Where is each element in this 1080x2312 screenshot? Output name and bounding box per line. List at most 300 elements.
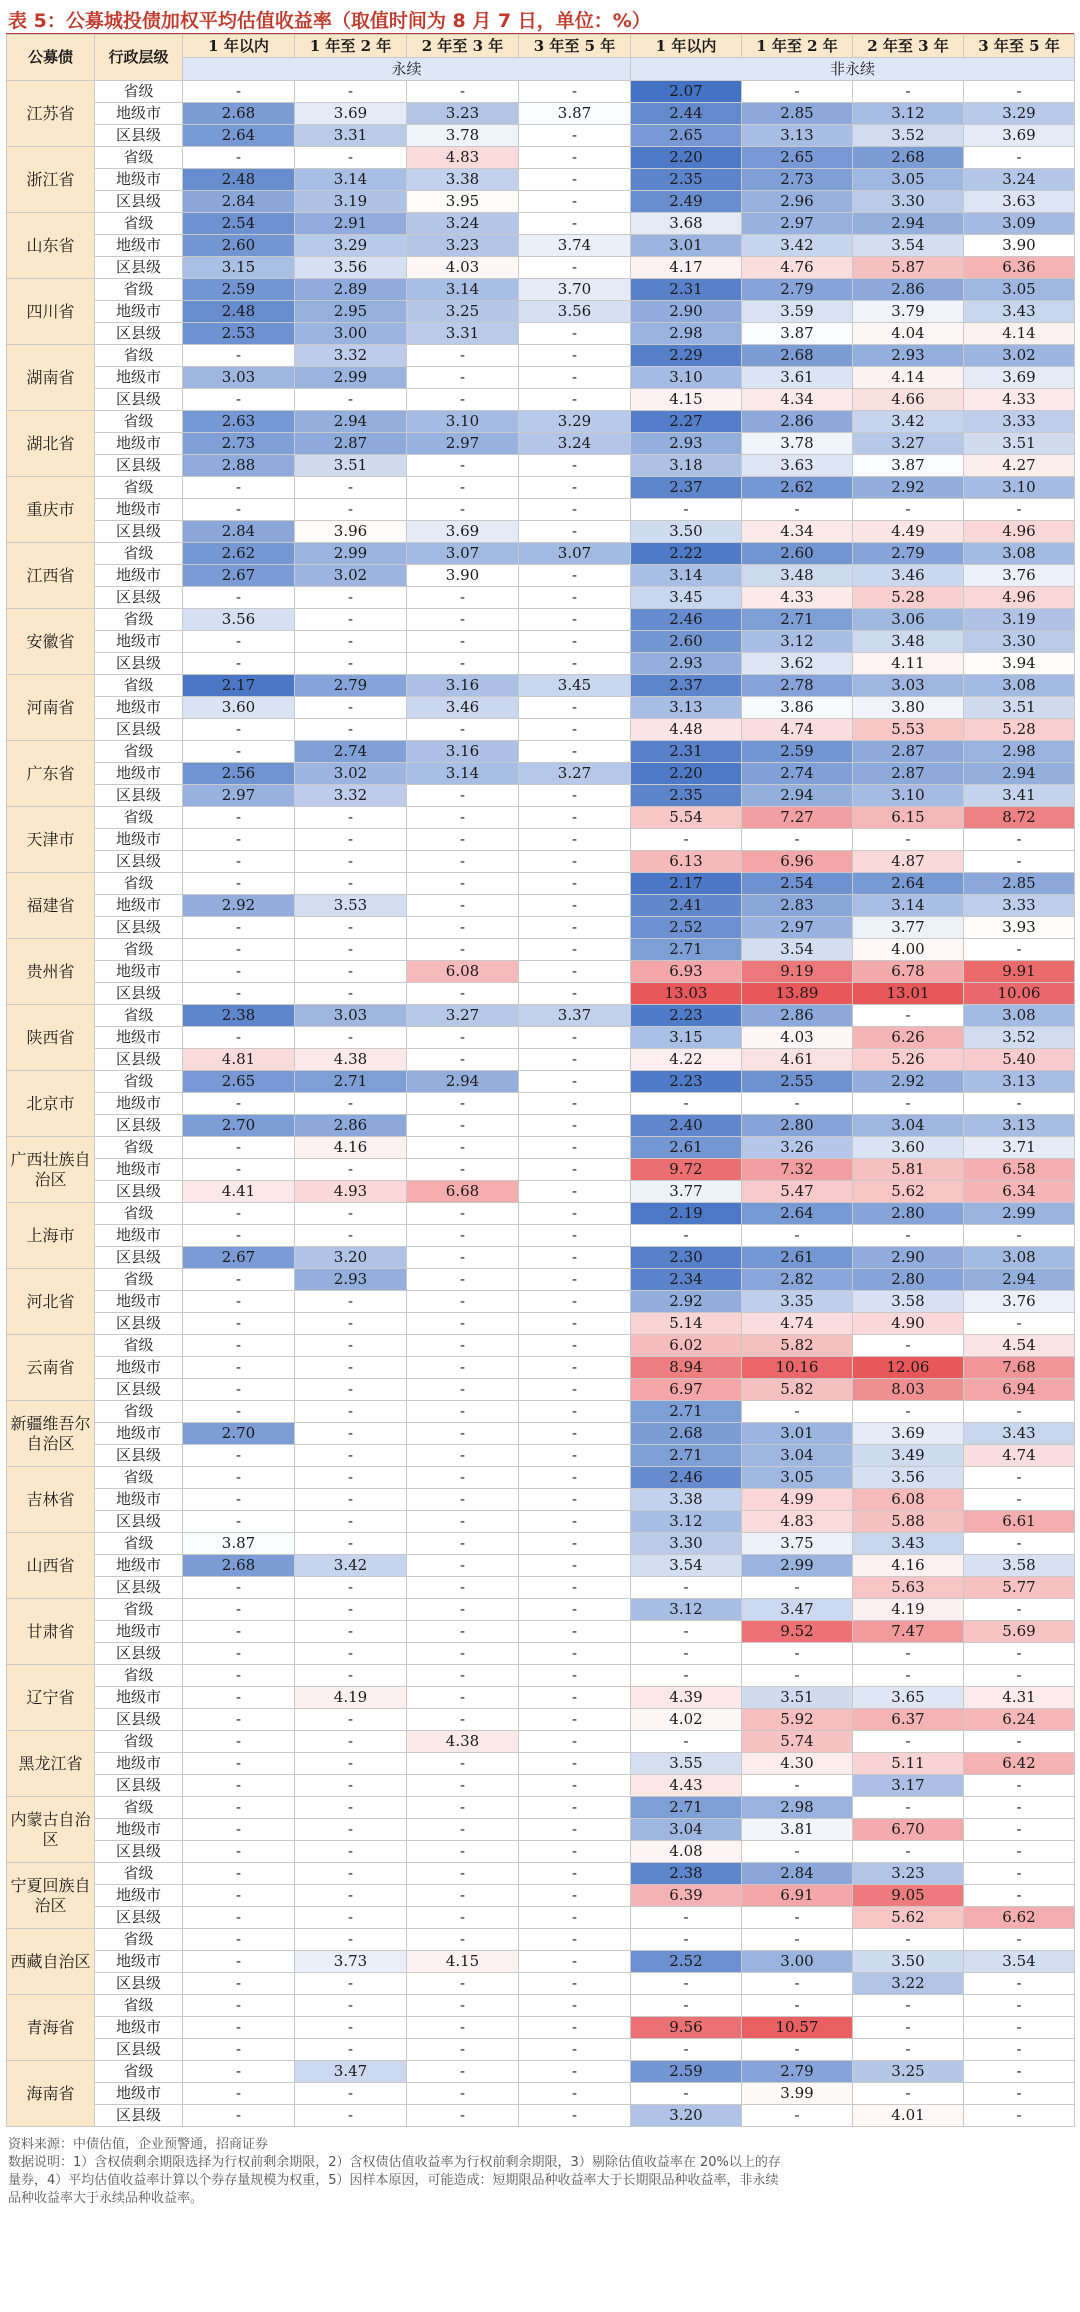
level-label: 区县级 bbox=[95, 587, 183, 609]
yield-cell: - bbox=[519, 2061, 631, 2083]
yield-cell: 2.37 bbox=[631, 477, 742, 499]
yield-cell: 4.14 bbox=[964, 323, 1075, 345]
yield-cell: 3.62 bbox=[742, 653, 853, 675]
yield-cell: - bbox=[407, 2061, 519, 2083]
yield-cell: - bbox=[407, 345, 519, 367]
table-row bbox=[7, 191, 1075, 213]
province-name: 湖南省 bbox=[7, 345, 95, 411]
yield-cell: - bbox=[407, 2017, 519, 2039]
yield-cell: - bbox=[295, 1093, 407, 1115]
yield-cell: 6.61 bbox=[964, 1511, 1075, 1533]
yield-cell: 3.10 bbox=[853, 785, 964, 807]
yield-cell: - bbox=[964, 1489, 1075, 1511]
table-row bbox=[7, 1379, 1075, 1401]
yield-cell: - bbox=[407, 1445, 519, 1467]
province-name: 云南省 bbox=[7, 1335, 95, 1401]
yield-cell: 3.51 bbox=[964, 697, 1075, 719]
yield-cell: 5.82 bbox=[742, 1379, 853, 1401]
table-row bbox=[7, 785, 1075, 807]
yield-cell: - bbox=[519, 1489, 631, 1511]
province-name: 陕西省 bbox=[7, 1005, 95, 1071]
yield-cell: 2.44 bbox=[631, 103, 742, 125]
yield-cell: 3.13 bbox=[742, 125, 853, 147]
table-row bbox=[7, 1269, 1075, 1291]
yield-cell: - bbox=[183, 1753, 295, 1775]
yield-cell: 3.38 bbox=[631, 1489, 742, 1511]
yield-cell: - bbox=[853, 2083, 964, 2105]
header-province: 公募债 bbox=[7, 35, 95, 81]
yield-cell: 2.17 bbox=[183, 675, 295, 697]
yield-cell: 4.74 bbox=[964, 1445, 1075, 1467]
level-label: 省级 bbox=[95, 2061, 183, 2083]
yield-cell: - bbox=[519, 1379, 631, 1401]
province-name: 安徽省 bbox=[7, 609, 95, 675]
province-name: 宁夏回族自治区 bbox=[7, 1863, 95, 1929]
yield-cell: 3.69 bbox=[407, 521, 519, 543]
table-row bbox=[7, 873, 1075, 895]
yield-cell: - bbox=[183, 1225, 295, 1247]
table-row bbox=[7, 609, 1075, 631]
yield-cell: - bbox=[407, 829, 519, 851]
yield-cell: 3.30 bbox=[853, 191, 964, 213]
yield-cell: 2.60 bbox=[742, 543, 853, 565]
yield-cell: - bbox=[295, 1379, 407, 1401]
yield-cell: - bbox=[519, 1775, 631, 1797]
yield-cell: 8.94 bbox=[631, 1357, 742, 1379]
table-row bbox=[7, 851, 1075, 873]
yield-cell: 3.12 bbox=[631, 1511, 742, 1533]
yield-cell: - bbox=[295, 389, 407, 411]
table-row bbox=[7, 2039, 1075, 2061]
yield-cell: 3.54 bbox=[742, 939, 853, 961]
yield-cell: 2.71 bbox=[742, 609, 853, 631]
yield-cell: - bbox=[853, 1005, 964, 1027]
yield-cell: 2.94 bbox=[964, 1269, 1075, 1291]
level-label: 省级 bbox=[95, 609, 183, 631]
level-label: 地级市 bbox=[95, 1159, 183, 1181]
yield-cell: 3.54 bbox=[631, 1555, 742, 1577]
yield-cell: - bbox=[519, 1753, 631, 1775]
yield-cell: - bbox=[183, 1709, 295, 1731]
yield-cell: 3.31 bbox=[295, 125, 407, 147]
yield-cell: - bbox=[631, 1225, 742, 1247]
table-row bbox=[7, 1027, 1075, 1049]
yield-cell: 3.58 bbox=[964, 1555, 1075, 1577]
yield-cell: 4.74 bbox=[742, 1313, 853, 1335]
yield-cell: - bbox=[183, 2083, 295, 2105]
yield-cell: - bbox=[742, 1841, 853, 1863]
yield-cell: 2.61 bbox=[631, 1137, 742, 1159]
yield-cell: 4.90 bbox=[853, 1313, 964, 1335]
yield-cell: - bbox=[742, 2105, 853, 2127]
table-row bbox=[7, 829, 1075, 851]
yield-cell: 2.91 bbox=[295, 213, 407, 235]
yield-cell: - bbox=[295, 1885, 407, 1907]
yield-cell: 2.40 bbox=[631, 1115, 742, 1137]
header-tenor: 1 年至 2 年 bbox=[742, 35, 853, 58]
yield-cell: 3.87 bbox=[519, 103, 631, 125]
level-label: 省级 bbox=[95, 477, 183, 499]
yield-cell: - bbox=[519, 1247, 631, 1269]
yield-cell: - bbox=[964, 1643, 1075, 1665]
yield-cell: 2.93 bbox=[631, 653, 742, 675]
yield-cell: - bbox=[853, 1401, 964, 1423]
yield-cell: - bbox=[519, 1841, 631, 1863]
yield-cell: 2.38 bbox=[183, 1005, 295, 1027]
yield-cell: 3.03 bbox=[183, 367, 295, 389]
yield-cell: - bbox=[295, 939, 407, 961]
yield-cell: 12.06 bbox=[853, 1357, 964, 1379]
yield-cell: 3.61 bbox=[742, 367, 853, 389]
yield-cell: 2.68 bbox=[742, 345, 853, 367]
yield-cell: 3.32 bbox=[295, 345, 407, 367]
yield-cell: - bbox=[183, 851, 295, 873]
header-tenor: 3 年至 5 年 bbox=[964, 35, 1075, 58]
table-row bbox=[7, 653, 1075, 675]
yield-cell: - bbox=[295, 2039, 407, 2061]
footer-source: 资料来源：中债估值，企业预警通，招商证券 bbox=[8, 2137, 269, 2152]
yield-cell: 2.86 bbox=[295, 1115, 407, 1137]
yield-cell: 3.56 bbox=[519, 301, 631, 323]
yield-cell: 2.34 bbox=[631, 1269, 742, 1291]
yield-cell: - bbox=[183, 1511, 295, 1533]
yield-cell: 2.35 bbox=[631, 169, 742, 191]
level-label: 地级市 bbox=[95, 1423, 183, 1445]
yield-cell: - bbox=[295, 1313, 407, 1335]
yield-cell: 3.14 bbox=[407, 763, 519, 785]
yield-cell: 2.31 bbox=[631, 741, 742, 763]
yield-cell: - bbox=[853, 81, 964, 103]
province-name: 黑龙江省 bbox=[7, 1731, 95, 1797]
yield-cell: - bbox=[519, 1797, 631, 1819]
province-name: 山西省 bbox=[7, 1533, 95, 1599]
yield-cell: - bbox=[183, 2039, 295, 2061]
yield-cell: 5.92 bbox=[742, 1709, 853, 1731]
yield-cell: 3.08 bbox=[964, 675, 1075, 697]
yield-cell: - bbox=[519, 807, 631, 829]
yield-cell: 2.70 bbox=[183, 1115, 295, 1137]
yield-cell: 3.73 bbox=[295, 1951, 407, 1973]
yield-cell: - bbox=[407, 983, 519, 1005]
level-label: 区县级 bbox=[95, 1313, 183, 1335]
yield-cell: 2.84 bbox=[183, 521, 295, 543]
yield-cell: 2.99 bbox=[295, 543, 407, 565]
yield-cell: 3.77 bbox=[631, 1181, 742, 1203]
table-row bbox=[7, 1335, 1075, 1357]
level-label: 区县级 bbox=[95, 191, 183, 213]
yield-cell: - bbox=[519, 1467, 631, 1489]
yield-cell: - bbox=[183, 1027, 295, 1049]
province-name: 甘肃省 bbox=[7, 1599, 95, 1665]
yield-cell: - bbox=[183, 653, 295, 675]
yield-cell: 6.13 bbox=[631, 851, 742, 873]
yield-cell: - bbox=[519, 1445, 631, 1467]
yield-cell: - bbox=[964, 829, 1075, 851]
yield-cell: 4.31 bbox=[964, 1687, 1075, 1709]
province-name: 上海市 bbox=[7, 1203, 95, 1269]
yield-cell: 9.52 bbox=[742, 1621, 853, 1643]
level-label: 区县级 bbox=[95, 1115, 183, 1137]
yield-cell: 3.17 bbox=[853, 1775, 964, 1797]
yield-cell: 4.30 bbox=[742, 1753, 853, 1775]
yield-cell: 2.90 bbox=[631, 301, 742, 323]
yield-cell: 3.13 bbox=[964, 1115, 1075, 1137]
yield-cell: - bbox=[519, 1577, 631, 1599]
yield-cell: 6.68 bbox=[407, 1181, 519, 1203]
yield-cell: - bbox=[183, 1489, 295, 1511]
yield-cell: - bbox=[631, 1995, 742, 2017]
level-label: 地级市 bbox=[95, 565, 183, 587]
yield-cell: - bbox=[183, 873, 295, 895]
yield-cell: - bbox=[407, 1929, 519, 1951]
yield-cell: - bbox=[519, 2039, 631, 2061]
level-label: 省级 bbox=[95, 411, 183, 433]
yield-cell: - bbox=[519, 1819, 631, 1841]
yield-cell: 6.96 bbox=[742, 851, 853, 873]
level-label: 地级市 bbox=[95, 1885, 183, 1907]
yield-cell: - bbox=[183, 1401, 295, 1423]
table-row bbox=[7, 1489, 1075, 1511]
yield-cell: - bbox=[183, 2017, 295, 2039]
header-row bbox=[7, 35, 1075, 58]
yield-cell: 4.96 bbox=[964, 521, 1075, 543]
yield-cell: - bbox=[407, 1027, 519, 1049]
yield-cell: - bbox=[519, 631, 631, 653]
yield-cell: 2.97 bbox=[742, 917, 853, 939]
yield-cell: 5.53 bbox=[853, 719, 964, 741]
yield-cell: - bbox=[519, 191, 631, 213]
table-row bbox=[7, 1577, 1075, 1599]
yield-cell: - bbox=[407, 1643, 519, 1665]
footer-note: 数据说明：1）含权债剩余期限选择为行权前剩余期限，2）含权债估值收益率为行权前剩余期限，3）剔除估值收益率在 20%以上的存 bbox=[8, 2155, 781, 2170]
yield-cell: 2.83 bbox=[742, 895, 853, 917]
yield-cell: - bbox=[183, 81, 295, 103]
yield-cell: 2.90 bbox=[853, 1247, 964, 1269]
yield-cell: - bbox=[853, 1665, 964, 1687]
yield-cell: - bbox=[631, 829, 742, 851]
yield-cell: - bbox=[295, 1599, 407, 1621]
table-row bbox=[7, 917, 1075, 939]
yield-cell: - bbox=[183, 2105, 295, 2127]
yield-cell: - bbox=[295, 1621, 407, 1643]
province-name: 辽宁省 bbox=[7, 1665, 95, 1731]
yield-cell: 4.03 bbox=[407, 257, 519, 279]
yield-cell: 2.80 bbox=[853, 1269, 964, 1291]
yield-cell: 2.99 bbox=[295, 367, 407, 389]
level-label: 省级 bbox=[95, 873, 183, 895]
yield-cell: 4.14 bbox=[853, 367, 964, 389]
yield-cell: - bbox=[519, 1731, 631, 1753]
level-label: 区县级 bbox=[95, 257, 183, 279]
level-label: 省级 bbox=[95, 1335, 183, 1357]
table-row bbox=[7, 323, 1075, 345]
yield-cell: 2.94 bbox=[407, 1071, 519, 1093]
yield-cell: - bbox=[407, 1159, 519, 1181]
yield-cell: - bbox=[853, 1225, 964, 1247]
yield-cell: 3.59 bbox=[742, 301, 853, 323]
yield-cell: - bbox=[519, 499, 631, 521]
yield-cell: - bbox=[519, 851, 631, 873]
yield-cell: 2.19 bbox=[631, 1203, 742, 1225]
yield-cell: - bbox=[964, 1665, 1075, 1687]
yield-cell: 3.04 bbox=[631, 1819, 742, 1841]
yield-cell: 3.07 bbox=[519, 543, 631, 565]
table-row bbox=[7, 1291, 1075, 1313]
yield-cell: 2.23 bbox=[631, 1005, 742, 1027]
yield-cell: 3.63 bbox=[742, 455, 853, 477]
yield-cell: - bbox=[183, 1951, 295, 1973]
yield-cell: - bbox=[183, 917, 295, 939]
yield-cell: 5.77 bbox=[964, 1577, 1075, 1599]
yield-cell: 3.45 bbox=[631, 587, 742, 609]
yield-cell: - bbox=[183, 1291, 295, 1313]
province-name: 山东省 bbox=[7, 213, 95, 279]
level-label: 地级市 bbox=[95, 235, 183, 257]
table-row bbox=[7, 301, 1075, 323]
yield-cell: 3.87 bbox=[183, 1533, 295, 1555]
yield-cell: 3.46 bbox=[407, 697, 519, 719]
yield-cell: 3.08 bbox=[964, 543, 1075, 565]
yield-cell: 5.40 bbox=[964, 1049, 1075, 1071]
yield-cell: 3.53 bbox=[295, 895, 407, 917]
yield-cell: 3.14 bbox=[295, 169, 407, 191]
yield-cell: 3.29 bbox=[295, 235, 407, 257]
yield-cell: - bbox=[742, 829, 853, 851]
yield-cell: 3.94 bbox=[964, 653, 1075, 675]
yield-cell: 3.76 bbox=[964, 565, 1075, 587]
yield-cell: - bbox=[742, 1401, 853, 1423]
yield-cell: - bbox=[407, 1973, 519, 1995]
yield-cell: - bbox=[964, 2061, 1075, 2083]
yield-cell: 6.24 bbox=[964, 1709, 1075, 1731]
yield-cell: 3.35 bbox=[742, 1291, 853, 1313]
yield-cell: 4.61 bbox=[742, 1049, 853, 1071]
table-row bbox=[7, 125, 1075, 147]
yield-cell: 5.47 bbox=[742, 1181, 853, 1203]
yield-cell: 4.93 bbox=[295, 1181, 407, 1203]
table-row bbox=[7, 697, 1075, 719]
yield-cell: 3.08 bbox=[964, 1247, 1075, 1269]
yield-cell: 3.52 bbox=[964, 1027, 1075, 1049]
yield-cell: 3.15 bbox=[631, 1027, 742, 1049]
level-label: 省级 bbox=[95, 1005, 183, 1027]
yield-cell: - bbox=[964, 499, 1075, 521]
table-row bbox=[7, 367, 1075, 389]
yield-cell: 2.99 bbox=[742, 1555, 853, 1577]
yield-cell: - bbox=[295, 1775, 407, 1797]
yield-cell: 3.56 bbox=[295, 257, 407, 279]
header-level: 行政层级 bbox=[95, 35, 183, 81]
yield-cell: - bbox=[742, 1577, 853, 1599]
yield-cell: - bbox=[519, 719, 631, 741]
yield-cell: 3.25 bbox=[407, 301, 519, 323]
yield-cell: 4.39 bbox=[631, 1687, 742, 1709]
level-label: 区县级 bbox=[95, 653, 183, 675]
level-label: 地级市 bbox=[95, 103, 183, 125]
yield-cell: - bbox=[183, 345, 295, 367]
yield-cell: 3.32 bbox=[295, 785, 407, 807]
level-label: 区县级 bbox=[95, 851, 183, 873]
yield-cell: - bbox=[295, 587, 407, 609]
yield-cell: 3.15 bbox=[183, 257, 295, 279]
level-label: 区县级 bbox=[95, 785, 183, 807]
yield-cell: - bbox=[183, 631, 295, 653]
yield-cell: 3.56 bbox=[853, 1467, 964, 1489]
yield-cell: 2.97 bbox=[183, 785, 295, 807]
yield-cell: - bbox=[853, 1929, 964, 1951]
yield-cell: - bbox=[295, 1489, 407, 1511]
yield-cell: - bbox=[519, 741, 631, 763]
yield-cell: - bbox=[407, 1049, 519, 1071]
yield-cell: - bbox=[853, 1995, 964, 2017]
yield-cell: 3.48 bbox=[742, 565, 853, 587]
yield-cell: - bbox=[183, 1137, 295, 1159]
table-row bbox=[7, 763, 1075, 785]
yield-cell: - bbox=[295, 1863, 407, 1885]
yield-cell: 7.32 bbox=[742, 1159, 853, 1181]
yield-cell: - bbox=[295, 1533, 407, 1555]
yield-cell: - bbox=[407, 851, 519, 873]
yield-cell: - bbox=[183, 961, 295, 983]
yield-cell: 2.79 bbox=[742, 2061, 853, 2083]
level-label: 地级市 bbox=[95, 961, 183, 983]
yield-cell: - bbox=[183, 939, 295, 961]
yield-cell: - bbox=[183, 587, 295, 609]
yield-cell: - bbox=[295, 961, 407, 983]
yield-cell: 4.15 bbox=[407, 1951, 519, 1973]
province-name: 天津市 bbox=[7, 807, 95, 873]
yield-cell: - bbox=[183, 1599, 295, 1621]
yield-cell: 3.16 bbox=[407, 741, 519, 763]
province-name: 内蒙古自治区 bbox=[7, 1797, 95, 1863]
yield-cell: - bbox=[631, 1929, 742, 1951]
yield-cell: 2.74 bbox=[742, 763, 853, 785]
yield-cell: - bbox=[295, 983, 407, 1005]
yield-cell: 4.99 bbox=[742, 1489, 853, 1511]
yield-cell: 2.97 bbox=[407, 433, 519, 455]
yield-cell: 5.63 bbox=[853, 1577, 964, 1599]
table-row bbox=[7, 521, 1075, 543]
yield-cell: 5.26 bbox=[853, 1049, 964, 1071]
table-row bbox=[7, 807, 1075, 829]
yield-cell: - bbox=[407, 1709, 519, 1731]
yield-cell: - bbox=[964, 1093, 1075, 1115]
yield-cell: - bbox=[183, 1379, 295, 1401]
yield-cell: 6.93 bbox=[631, 961, 742, 983]
level-label: 地级市 bbox=[95, 301, 183, 323]
yield-cell: - bbox=[519, 1093, 631, 1115]
yield-cell: - bbox=[407, 1665, 519, 1687]
yield-cell: 4.66 bbox=[853, 389, 964, 411]
yield-cell: - bbox=[183, 1093, 295, 1115]
yield-cell: - bbox=[519, 983, 631, 1005]
yield-cell: 4.41 bbox=[183, 1181, 295, 1203]
yield-cell: 2.55 bbox=[742, 1071, 853, 1093]
table-row bbox=[7, 1643, 1075, 1665]
yield-cell: 3.33 bbox=[964, 895, 1075, 917]
yield-cell: 3.75 bbox=[742, 1533, 853, 1555]
footer-note: 品种收益率大于永续品种收益率。 bbox=[8, 2191, 204, 2206]
level-label: 省级 bbox=[95, 147, 183, 169]
yield-cell: 2.64 bbox=[742, 1203, 853, 1225]
level-label: 区县级 bbox=[95, 521, 183, 543]
province-name: 北京市 bbox=[7, 1071, 95, 1137]
level-label: 地级市 bbox=[95, 1225, 183, 1247]
yield-cell: 2.94 bbox=[295, 411, 407, 433]
yield-cell: 2.07 bbox=[631, 81, 742, 103]
yield-cell: 3.23 bbox=[407, 103, 519, 125]
table-row bbox=[7, 2105, 1075, 2127]
